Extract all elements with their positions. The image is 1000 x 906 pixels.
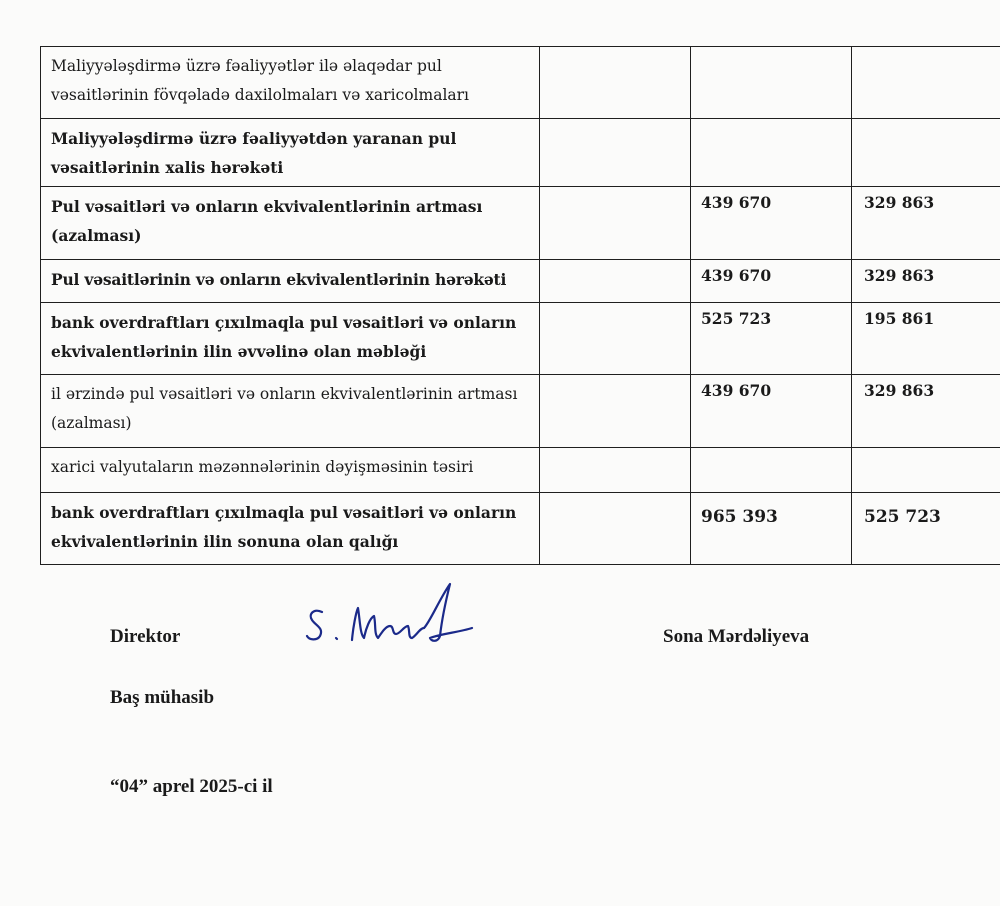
current-year-value [691, 448, 852, 493]
empty-cell [540, 260, 691, 303]
empty-cell [540, 375, 691, 448]
current-year-value [691, 119, 852, 187]
previous-year-value: 329 863 [852, 260, 1000, 303]
previous-year-value: 195 861 [852, 303, 1000, 375]
row-label: xarici valyutaların məzənnələrinin dəyişməsinin təsiri [41, 448, 540, 493]
director-label: Direktor [110, 626, 181, 647]
current-year-value: 439 670 [691, 187, 852, 260]
table-row [41, 493, 1000, 565]
previous-year-value: 525 723 [852, 493, 1000, 565]
document-date: “04” aprel 2025-ci il [110, 776, 273, 797]
row-label: Maliyyələşdirmə üzrə fəaliyyətdən yaranan pul vəsaitlərinin xalis hərəkəti [41, 119, 540, 187]
current-year-value: 439 670 [691, 375, 852, 448]
director-name: Sona Mərdəliyeva [663, 626, 810, 647]
row-label: il ərzində pul vəsaitləri və onların ekvivalentlərinin artması (azalması) [41, 375, 540, 448]
previous-year-value: 329 863 [852, 375, 1000, 448]
current-year-value [691, 47, 852, 119]
table-row [41, 448, 1000, 493]
current-year-value: 965 393 [691, 493, 852, 565]
empty-cell [540, 47, 691, 119]
empty-cell [540, 187, 691, 260]
row-label: bank overdraftları çıxılmaqla pul vəsaitləri və onların ekvivalentlərinin ilin sonuna olan qalığı [41, 493, 540, 565]
table-row [41, 119, 1000, 187]
row-label: Pul vəsaitlərinin və onların ekvivalentlərinin hərəkəti [41, 260, 540, 303]
cash-flow-table [40, 46, 1000, 565]
previous-year-value: 329 863 [852, 187, 1000, 260]
empty-cell [540, 448, 691, 493]
current-year-value: 525 723 [691, 303, 852, 375]
previous-year-value [852, 448, 1000, 493]
row-label: Maliyyələşdirmə üzrə fəaliyyətlər ilə əlaqədar pul vəsaitlərinin fövqəladə daxilolmaları və xaricolmaları [41, 47, 540, 119]
previous-year-value [852, 47, 1000, 119]
chief-accountant-label: Baş mühasib [110, 687, 215, 708]
empty-cell [540, 119, 691, 187]
table-row [41, 187, 1000, 260]
empty-cell [540, 493, 691, 565]
table-row [41, 375, 1000, 448]
table-row [41, 47, 1000, 119]
row-label: bank overdraftları çıxılmaqla pul vəsaitləri və onların ekvivalentlərinin ilin əvvəlinə olan məbləği [41, 303, 540, 375]
empty-cell [540, 303, 691, 375]
row-label: Pul vəsaitləri və onların ekvivalentlərinin artması (azalması) [41, 187, 540, 260]
previous-year-value [852, 119, 1000, 187]
current-year-value: 439 670 [691, 260, 852, 303]
table-row [41, 260, 1000, 303]
table-row [41, 303, 1000, 375]
handwritten-signature [300, 578, 475, 648]
